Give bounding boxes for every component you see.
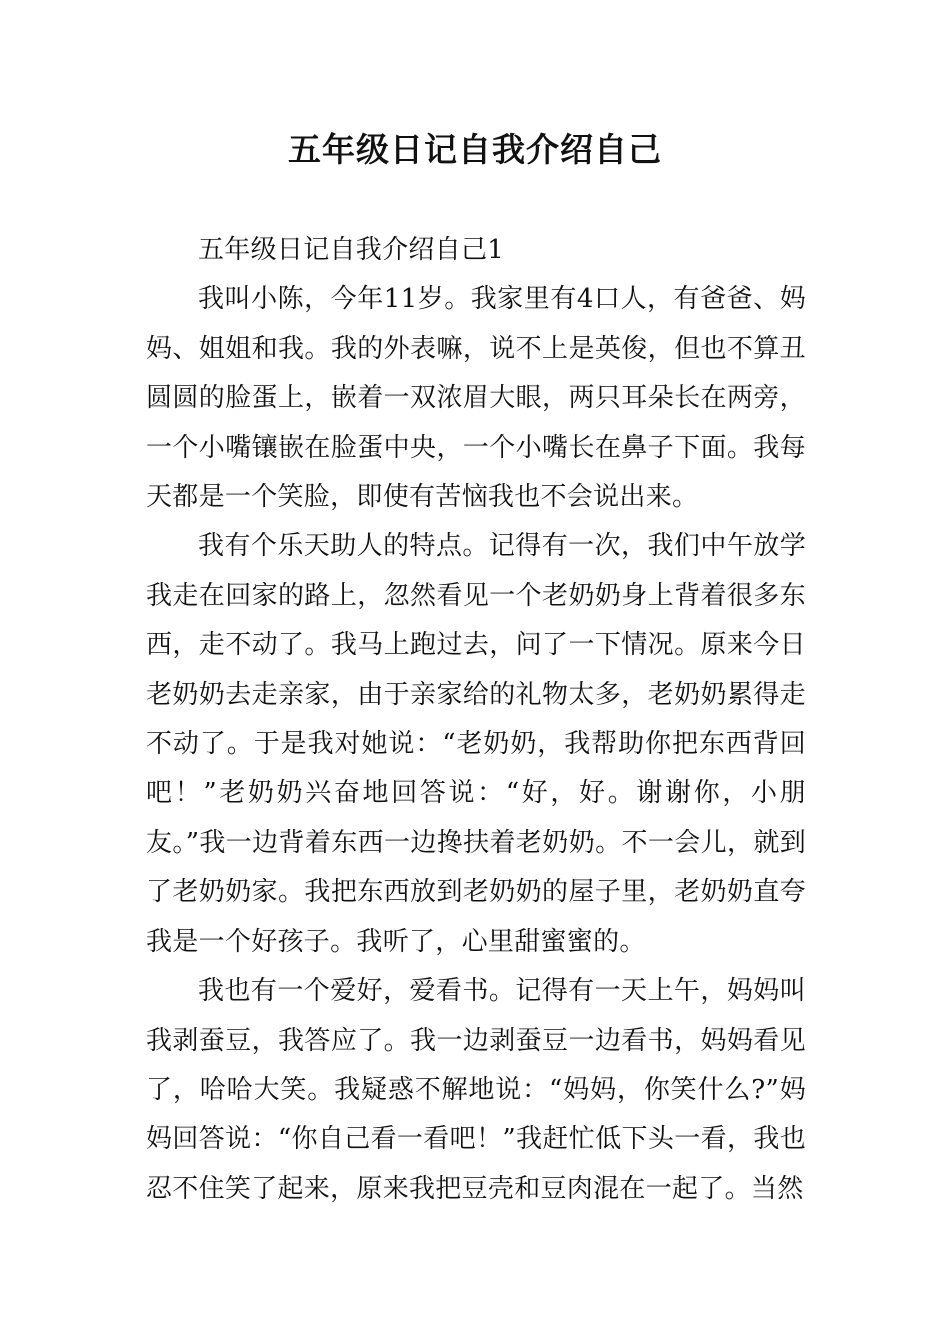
section-heading: 五年级日记自我介绍自己1	[198, 235, 505, 265]
document-body	[146, 226, 806, 1214]
document-title: 五年级日记自我介绍自己	[288, 130, 662, 169]
paragraph-helping-grandma: 我有个乐天助人的特点。记得有一次，我们中午放学我走在回家的路上，忽然看见一个老奶奶身上背着很多东西，走不动了。我马上跑过去，问了一下情况。原来今日老奶奶去走亲家，由于亲家给的礼物太多，老奶奶累得走不动了。于是我对她说：“老奶奶，我帮助你把东西背回吧！”老奶奶兴奋地回答说：“好，好。谢谢你，小朋友。”我一边背着东西一边搀扶着老奶奶。不一会儿，就到了老奶奶家。我把东西放到老奶奶的屋子里，老奶奶直夸我是一个好孩子。我听了，心里甜蜜蜜的。	[146, 531, 806, 957]
paragraph-reading-hobby: 我也有一个爱好，爱看书。记得有一天上午，妈妈叫我剥蚕豆，我答应了。我一边剥蚕豆一边看书，妈妈看见了，哈哈大笑。我疑惑不解地说：“妈妈，你笑什么?”妈妈回答说：“你自己看一看吧！”我赶忙低下头一看，我也忍不住笑了起来，原来我把豆壳和豆肉混在一起了。当然	[146, 976, 806, 1204]
paragraph-introduction: 我叫小陈，今年11岁。我家里有4口人，有爸爸、妈妈、姐姐和我。我的外表嘛，说不上是英俊，但也不算丑圆圆的脸蛋上，嵌着一双浓眉大眼，两只耳朵长在两旁，一个小嘴镶嵌在脸蛋中央，一个小嘴长在鼻子下面。我每天都是一个笑脸，即使有苦恼我也不会说出来。	[146, 284, 806, 513]
